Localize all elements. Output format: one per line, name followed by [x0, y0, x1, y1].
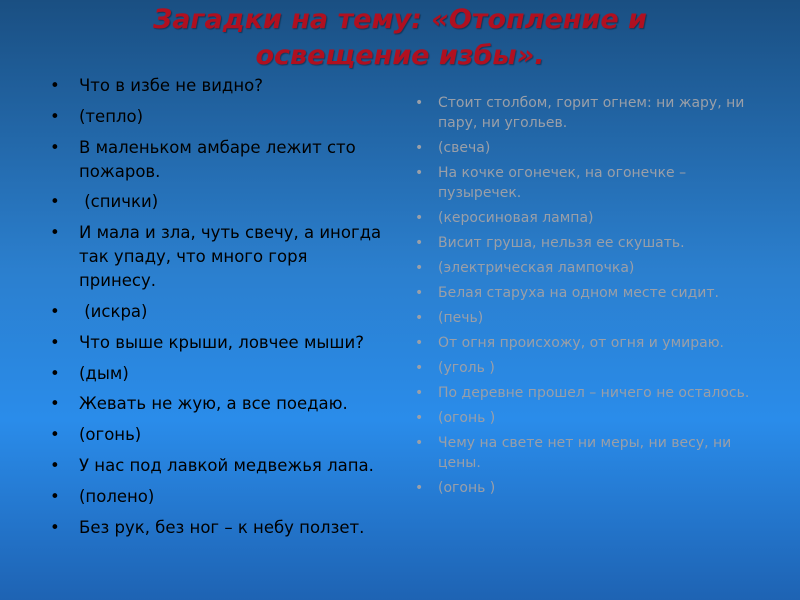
- left-riddle-item: • Жевать не жую, а все поедаю.: [50, 392, 385, 416]
- right-riddle-item: • Чему на свете нет ни меры, ни весу, ни цены.: [415, 433, 750, 473]
- slide-title-line-1: Загадки на тему: «Отопление и: [153, 4, 647, 35]
- left-riddle-item: • В маленьком амбаре лежит сто пожаров.: [50, 136, 385, 184]
- left-riddle-item: • Что выше крыши, ловчее мыши?: [50, 331, 385, 355]
- right-riddle-item: • (свеча): [415, 138, 750, 158]
- left-riddle-item: • У нас под лавкой медвежья лапа.: [50, 454, 385, 478]
- left-riddle-item: • (огонь): [50, 423, 385, 447]
- right-riddle-item: • По деревне прошел – ничего не осталось.: [415, 383, 750, 403]
- slide-title-line-2: освещение избы».: [255, 40, 545, 71]
- right-riddle-item: • Висит груша, нельзя ее скушать.: [415, 233, 750, 253]
- left-riddle-list: [50, 74, 385, 546]
- right-riddle-item: • Белая старуха на одном месте сидит.: [415, 283, 750, 303]
- left-riddle-item: • И мала и зла, чуть свечу, а иногда так упаду, что много горя принесу.: [50, 221, 385, 293]
- left-riddle-item: • (искра): [50, 300, 385, 324]
- left-riddle-item: • Без рук, без ног – к небу ползет.: [50, 516, 385, 540]
- right-riddle-item: • (огонь ): [415, 478, 750, 498]
- left-riddle-item: • Что в избе не видно?: [50, 74, 385, 98]
- left-riddle-item: • (тепло): [50, 105, 385, 129]
- right-riddle-item: • На кочке огонечек, на огонечке – пузыречек.: [415, 163, 750, 203]
- left-riddle-item: • (спички): [50, 190, 385, 214]
- left-riddle-item: • (дым): [50, 362, 385, 386]
- right-riddle-item: • (уголь ): [415, 358, 750, 378]
- left-riddle-item: • (полено): [50, 485, 385, 509]
- right-riddle-item: • От огня происхожу, от огня и умираю.: [415, 333, 750, 353]
- right-riddle-item: • (электрическая лампочка): [415, 258, 750, 278]
- right-riddle-item: • (керосиновая лампа): [415, 208, 750, 228]
- right-riddle-item: • (печь): [415, 308, 750, 328]
- right-riddle-item: • (огонь ): [415, 408, 750, 428]
- right-riddle-list: [415, 93, 750, 503]
- slide-title: [0, 2, 800, 74]
- right-riddle-item: • Стоит столбом, горит огнем: ни жару, ни пару, ни угольев.: [415, 93, 750, 133]
